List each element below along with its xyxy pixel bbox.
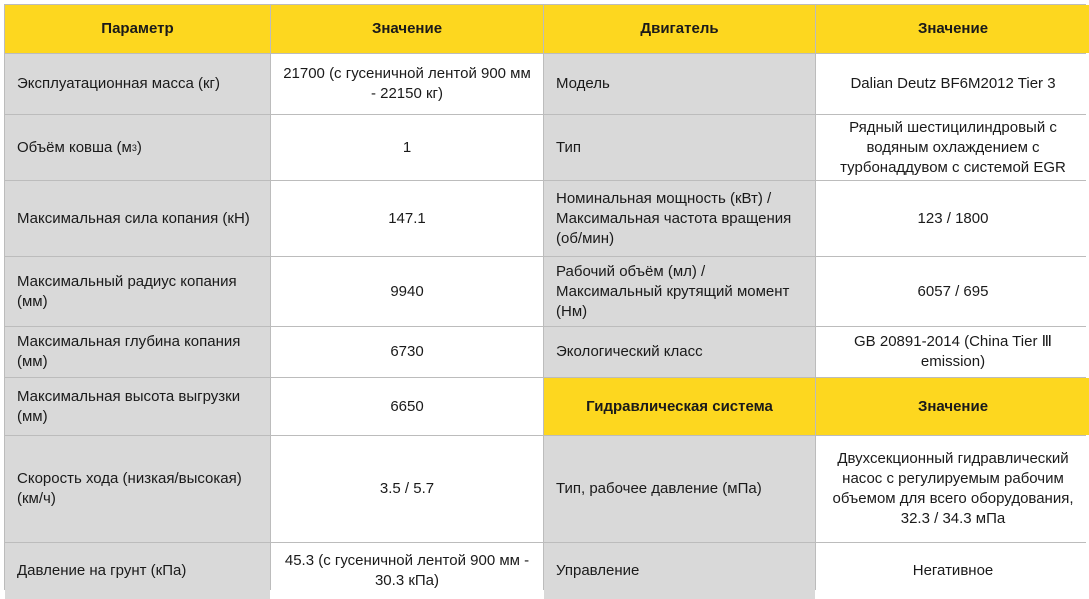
- value-digging-reach: 9940: [271, 257, 543, 326]
- param-hydraulic-type: Тип, рабочее давление (мПа): [544, 436, 815, 542]
- param-digging-force: Максимальная сила копания (кН): [5, 181, 270, 256]
- header-engine: Двигатель: [544, 5, 815, 53]
- specs-table: [4, 4, 1086, 590]
- param-digging-depth: Максимальная глубина копания (мм): [5, 327, 270, 377]
- value-engine-type: Рядный шестицилиндровый с водяным охлаждением с турбонаддувом с системой EGR: [816, 115, 1089, 180]
- value-digging-depth: 6730: [271, 327, 543, 377]
- header-param: Параметр: [5, 5, 270, 53]
- param-digging-reach: Максимальный радиус копания (мм): [5, 257, 270, 326]
- header-hydraulic-value: Значение: [816, 378, 1089, 435]
- param-control: Управление: [544, 543, 815, 599]
- value-engine-model: Dalian Deutz BF6M2012 Tier 3: [816, 54, 1089, 114]
- header-engine-value: Значение: [816, 5, 1089, 53]
- param-operating-weight: Эксплуатационная масса (кг): [5, 54, 270, 114]
- value-engine-power: 123 / 1800: [816, 181, 1089, 256]
- param-engine-type: Тип: [544, 115, 815, 180]
- value-bucket-volume: 1: [271, 115, 543, 180]
- value-emission-class: GB 20891-2014 (China Tier Ⅲ emission): [816, 327, 1089, 377]
- param-dump-height: Максимальная высота выгрузки (мм): [5, 378, 270, 435]
- value-digging-force: 147.1: [271, 181, 543, 256]
- value-control: Негативное: [816, 543, 1089, 599]
- value-dump-height: 6650: [271, 378, 543, 435]
- header-hydraulic: Гидравлическая система: [544, 378, 815, 435]
- value-operating-weight: 21700 (с гусеничной лентой 900 мм - 22150 кг): [271, 54, 543, 114]
- param-bucket-volume: Объём ковша (м 3 ): [5, 115, 270, 180]
- value-ground-pressure: 45.3 (с гусеничной лентой 900 мм - 30.3 кПа): [271, 543, 543, 599]
- value-engine-displacement: 6057 / 695: [816, 257, 1089, 326]
- value-travel-speed: 3.5 / 5.7: [271, 436, 543, 542]
- param-ground-pressure: Давление на грунт (кПа): [5, 543, 270, 599]
- param-engine-power: Номинальная мощность (кВт) / Максимальная частота вращения (об/мин): [544, 181, 815, 256]
- param-travel-speed: Скорость хода (низкая/высокая) (км/ч): [5, 436, 270, 542]
- param-engine-model: Модель: [544, 54, 815, 114]
- header-value: Значение: [271, 5, 543, 53]
- param-emission-class: Экологический класс: [544, 327, 815, 377]
- value-hydraulic-type: Двухсекционный гидравлический насос с регулируемым рабочим объемом для всего оборудования, 32.3 / 34.3 мПа: [816, 436, 1089, 542]
- param-engine-displacement: Рабочий объём (мл) / Максимальный крутящий момент (Нм): [544, 257, 815, 326]
